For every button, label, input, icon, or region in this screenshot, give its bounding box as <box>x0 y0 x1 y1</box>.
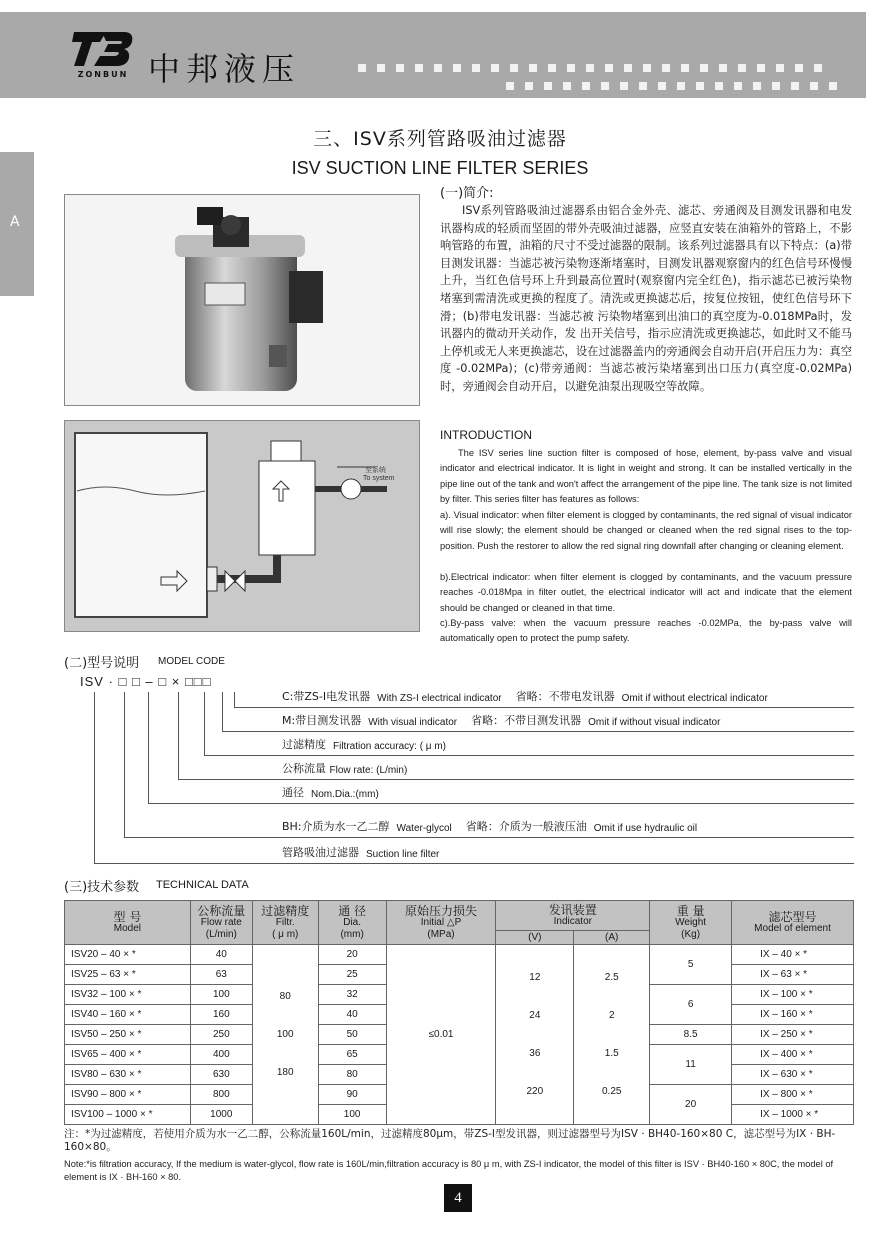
cell-model: ISV90 – 800 × * <box>65 1085 191 1105</box>
row-en: Flow rate: (L/min) <box>329 765 408 776</box>
cell-flow: 400 <box>190 1045 252 1065</box>
cell-element: IX – 250 × * <box>732 1025 854 1045</box>
cell-model: ISV25 – 63 × * <box>65 965 191 985</box>
cell-dia: 20 <box>318 945 386 965</box>
row-omit-en: Omit if use hydraulic oil <box>593 823 698 834</box>
cell-element: IX – 100 × * <box>732 985 854 1005</box>
row-en: Filtration accuracy: ( μ m) <box>333 741 447 752</box>
col-header-amp: (A) <box>574 931 650 945</box>
logo-subtitle: ZONBUN <box>77 70 129 79</box>
intro-heading-cn: (一)简介: <box>440 186 494 201</box>
table-row <box>65 945 854 965</box>
diagram-label-cn: 至系统 <box>365 466 386 474</box>
row-cn: M:带目测发讯器 <box>282 714 362 727</box>
cell-flow: 250 <box>190 1025 252 1045</box>
row-en: Water-glycol <box>396 823 452 834</box>
cell-flow: 40 <box>190 945 252 965</box>
col-header-pressure: 原始压力损失 Initial △P (MPa) <box>386 901 496 945</box>
model-code-row <box>204 732 854 756</box>
cell-flow: 630 <box>190 1065 252 1085</box>
model-code-heading-cn: (二)型号说明 <box>64 656 140 671</box>
model-code-row <box>148 780 854 804</box>
model-code-heading-en: MODEL CODE <box>158 656 225 667</box>
cell-dia: 50 <box>318 1025 386 1045</box>
side-tab-letter: A <box>10 214 20 230</box>
filter-photo-icon <box>65 195 419 405</box>
row-en: With visual indicator <box>368 717 458 728</box>
zonbun-logo-icon <box>72 26 134 74</box>
model-code-string: ISV · □ □ – □ × □□□ <box>80 674 212 689</box>
cell-dia: 40 <box>318 1005 386 1025</box>
cell-weight: 11 <box>650 1045 732 1085</box>
col-header-weight: 重 量 Weight (Kg) <box>650 901 732 945</box>
row-en: Suction line filter <box>366 849 440 860</box>
note-cn: 注：*为过滤精度，若使用介质为水一乙二醇，公称流量160L/min，过滤精度80μm，带ZS-I型发讯器，则过滤器型号为ISV · BH40-160×80 C，滤芯型号为IX · BH-160×80。 <box>64 1128 836 1153</box>
cell-model: ISV32 – 100 × * <box>65 985 191 1005</box>
cell-dia: 25 <box>318 965 386 985</box>
cell-pressure: ≤0.01 <box>386 945 496 1125</box>
row-cn: 公称流量 <box>282 762 326 775</box>
intro-para-3: b).Electrical indicator: when filter element is clogged by contaminants, and the vacuum pressure reaches -0.018Mpa in filter outlet, the electrical indicator will act and indicate that the element should be changed or cleaned in that time. <box>440 572 852 613</box>
header-dots-row-2 <box>506 82 837 90</box>
row-omit-en: Omit if without visual indicator <box>588 717 721 728</box>
model-code-row <box>222 708 854 732</box>
cell-model: ISV65 – 400 × * <box>65 1045 191 1065</box>
row-en: With ZS-I electrical indicator <box>377 693 502 704</box>
col-header-model: 型 号 Model <box>65 901 191 945</box>
row-cn: BH:介质为水一乙二醇 <box>282 820 390 833</box>
cell-filtr: 80 100 180 <box>252 945 318 1125</box>
product-photo <box>64 194 420 406</box>
cell-flow: 160 <box>190 1005 252 1025</box>
cell-flow: 63 <box>190 965 252 985</box>
col-header-flow: 公称流量 Flow rate (L/min) <box>190 901 252 945</box>
cell-weight: 6 <box>650 985 732 1025</box>
diagram-label-en: To system <box>363 475 395 482</box>
col-header-indicator: 发讯装置 Indicator <box>496 901 650 931</box>
note-en: Note:*is filtration accuracy, If the medium is water-glycol, flow rate is 160L/min,filtration accuracy is 80 μ m, with ZS-I indicator, the model of this filter is ISV · BH40-160 × 80C, the model of element is IX · BH-160 × 80. <box>64 1159 834 1182</box>
installation-diagram <box>64 420 420 632</box>
intro-text-cn: ISV系列管路吸油过滤器系由铝合金外壳、滤芯、旁通阀及目测发讯器和电发讯器构成的轻质而坚固的带外壳吸油过滤器，应竖直安装在油箱外的管路上，不影响管路的布置，油箱的尺寸不受过滤器的限制。该系列过滤器具有以下特点：(a)带目测发讯器：当滤芯被污染物逐渐堵塞时，目测发讯器观察窗内的红色信号环慢慢上升，当红色信号环上升到最高位置时(观察窗内完全红色)，指示滤芯已被污染物堵塞到需清洗或更换的程度了。清洗或更换滤芯后，按复位按钮，使红色信号环下滑；(b)带电发讯器：当滤芯被 污染物堵塞到出油口的真空度为-0.018MPa时，发讯器内的微动开关动作，发 出开关信号，指示应清洗或更换滤芯，如此时又不能马上停机或无人来更换滤芯，设在过滤器盖内的旁通阀会自动开启(开启压力为：真空度 -0.02MPa)；(c)带旁通阀：当滤芯被污染堵塞到出口压力(真空度-0.02MPa)时，旁通阀会自动开启，以避免油泵出现吸空等故障。 <box>440 204 852 393</box>
cell-dia: 100 <box>318 1105 386 1125</box>
tech-data-heading-cn: (三)技术参数 <box>64 880 140 895</box>
page-title-en: ISV SUCTION LINE FILTER SERIES <box>291 158 589 178</box>
row-omit-cn: 省略：不带电发讯器 <box>515 690 615 703</box>
cell-model: ISV40 – 160 × * <box>65 1005 191 1025</box>
cell-weight: 5 <box>650 945 732 985</box>
cell-model: ISV80 – 630 × * <box>65 1065 191 1085</box>
model-code-row <box>178 756 854 780</box>
col-header-filtr: 过滤精度 Filtr. ( μ m) <box>252 901 318 945</box>
row-omit-en: Omit if without electrical indicator <box>621 693 768 704</box>
row-cn: 通径 <box>282 786 304 799</box>
row-cn: 管路吸油过滤器 <box>282 846 359 859</box>
intro-para-1: The ISV series line suction filter is composed of hose, element, by-pass valve and visual indicator and electrical indicator. It is light in weight and strong. It can be installed vertically in the pipe line out of the tank and won't affect the arrangement of the pipe line. The tank size is not limited by filter. This series filter has features as follows: <box>440 448 852 505</box>
col-header-dia: 通 径 Dia. (mm) <box>318 901 386 945</box>
col-header-volt: (V) <box>496 931 574 945</box>
cell-flow: 1000 <box>190 1105 252 1125</box>
cell-flow: 100 <box>190 985 252 1005</box>
row-omit-cn: 省略：介质为一般液压油 <box>465 820 587 833</box>
cell-dia: 80 <box>318 1065 386 1085</box>
cell-weight: 20 <box>650 1085 732 1125</box>
intro-heading-en: INTRODUCTION <box>440 428 532 442</box>
cell-dia: 65 <box>318 1045 386 1065</box>
cell-voltage: 12 24 36 220 <box>496 945 574 1125</box>
row-omit-cn: 省略：不带目测发讯器 <box>471 714 582 727</box>
cell-dia: 90 <box>318 1085 386 1105</box>
col-header-element: 滤芯型号 Model of element <box>732 901 854 945</box>
row-en: Nom.Dia.:(mm) <box>311 789 379 800</box>
row-cn: C:带ZS-I电发讯器 <box>282 690 371 703</box>
cell-model: ISV20 – 40 × * <box>65 945 191 965</box>
model-code-row <box>124 814 854 838</box>
cell-model: ISV100 – 1000 × * <box>65 1105 191 1125</box>
cell-element: IX – 63 × * <box>732 965 854 985</box>
row-cn: 过滤精度 <box>282 738 326 751</box>
cell-dia: 32 <box>318 985 386 1005</box>
cell-model: ISV50 – 250 × * <box>65 1025 191 1045</box>
brand-name: 中邦液压 <box>148 50 301 88</box>
cell-element: IX – 160 × * <box>732 1005 854 1025</box>
cell-current: 2.5 2 1.5 0.25 <box>574 945 650 1125</box>
page-number: 4 <box>444 1184 472 1212</box>
installation-diagram-icon <box>65 421 419 631</box>
tech-data-heading-en: TECHNICAL DATA <box>156 879 249 891</box>
cell-element: IX – 40 × * <box>732 945 854 965</box>
cell-weight: 8.5 <box>650 1025 732 1045</box>
code-leader-line <box>94 692 95 864</box>
header-dots-row-1 <box>358 64 822 72</box>
model-code-row <box>234 684 854 708</box>
model-code-row <box>94 840 854 864</box>
cell-element: IX – 1000 × * <box>732 1105 854 1125</box>
intro-para-2: a). Visual indicator: when filter element is clogged by contaminants, the red signal of visual indicator will rise slowly; the element should be changed or cleaned when the red signal rises to the top-position. Push the restorer to allow the red signal ring downfall after changing or cleaning element. <box>440 510 852 551</box>
cell-element: IX – 400 × * <box>732 1045 854 1065</box>
intro-para-4: c).By-pass valve: when the vacuum pressure reaches -0.02MPa, the by-pass valve will automatically open to protect the pump safety. <box>440 618 852 644</box>
cell-element: IX – 630 × * <box>732 1065 854 1085</box>
tech-data-table <box>64 900 854 1125</box>
cell-element: IX – 800 × * <box>732 1085 854 1105</box>
cell-flow: 800 <box>190 1085 252 1105</box>
page-title-cn: 三、ISV系列管路吸油过滤器 <box>313 128 567 150</box>
